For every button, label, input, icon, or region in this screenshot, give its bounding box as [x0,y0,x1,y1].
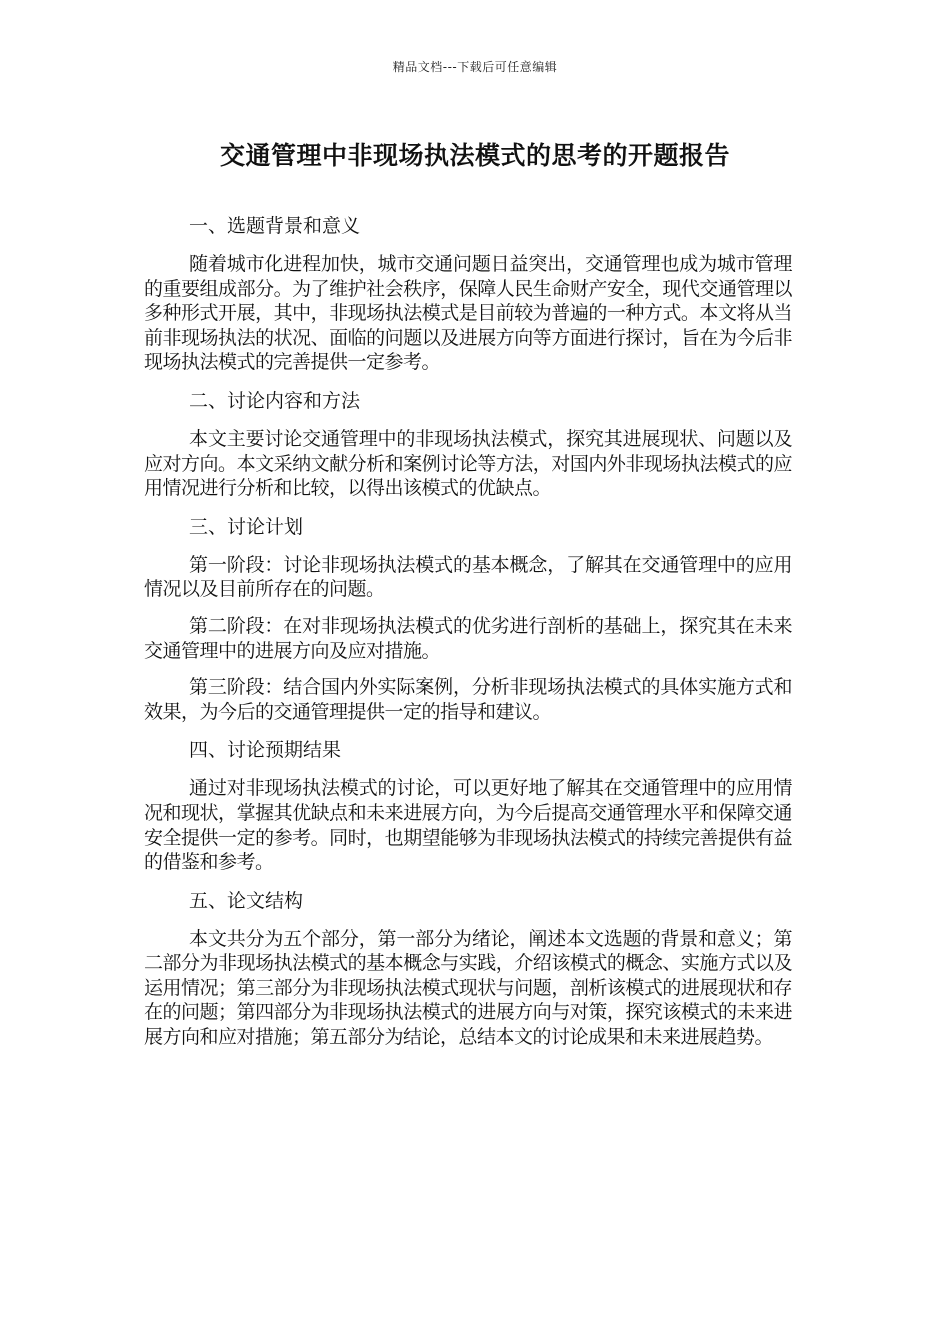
section-heading: 三、讨论计划 [189,515,304,538]
document-title: 交通管理中非现场执法模式的思考的开题报告 [219,141,730,170]
paragraph: 本文主要讨论交通管理中的非现场执法模式，探究其进展现状、问题以及应对方向。本文采纳文献分析和案例讨论等方法，对国内外非现场执法模式的应用情况进行分析和比较，以得出该模式的优缺点。 [144,427,792,500]
section-expected-results [144,736,792,874]
paragraph: 通过对非现场执法模式的讨论，可以更好地了解其在交通管理中的应用情况和现状，掌握其优缺点和未来进展方向，为今后提高交通管理水平和保障交通安全提供一定的参考。同时，也期望能够为非现场执法模式的持续完善提供有益的借鉴和参考。 [144,777,792,874]
section-heading: 四、讨论预期结果 [189,739,342,762]
section-background [144,212,792,375]
header-watermark: 精品文档---下载后可任意编辑 [392,60,558,74]
document-body [144,212,792,1062]
section-content-methods [144,387,792,501]
section-plan [144,513,792,725]
section-heading: 五、论文结构 [189,889,304,912]
paragraph: 本文共分为五个部分，第一部分为绪论，阐述本文选题的背景和意义；第二部分为非现场执法模式的基本概念与实践，介绍该模式的概念、实施方式以及运用情况；第三部分为非现场执法模式现状与问题，剖析该模式的进展现状和存在的问题；第四部分为非现场执法模式的进展方向与对策，探究该模式的未来进展方向和应对措施；第五部分为结论，总结本文的讨论成果和未来进展趋势。 [144,927,792,1049]
paragraph: 第二阶段：在对非现场执法模式的优劣进行剖析的基础上，探究其在未来交通管理中的进展方向及应对措施。 [144,614,792,662]
paragraph: 随着城市化进程加快，城市交通问题日益突出，交通管理也成为城市管理的重要组成部分。为了维护社会秩序，保障人民生命财产安全，现代交通管理以多种形式开展，其中，非现场执法模式是目前较为普遍的一种方式。本文将从当前非现场执法的状况、面临的问题以及进展方向等方面进行探讨，旨在为今后非现场执法模式的完善提供一定参考。 [144,253,792,374]
section-heading: 一、选题背景和意义 [189,215,361,237]
section-structure [144,887,792,1050]
paragraph: 第三阶段：结合国内外实际案例，分析非现场执法模式的具体实施方式和效果，为今后的交通管理提供一定的指导和建议。 [144,676,792,723]
section-heading: 二、讨论内容和方法 [189,389,361,412]
paragraph: 第一阶段：讨论非现场执法模式的基本概念，了解其在交通管理中的应用情况以及目前所存在的问题。 [144,553,792,601]
